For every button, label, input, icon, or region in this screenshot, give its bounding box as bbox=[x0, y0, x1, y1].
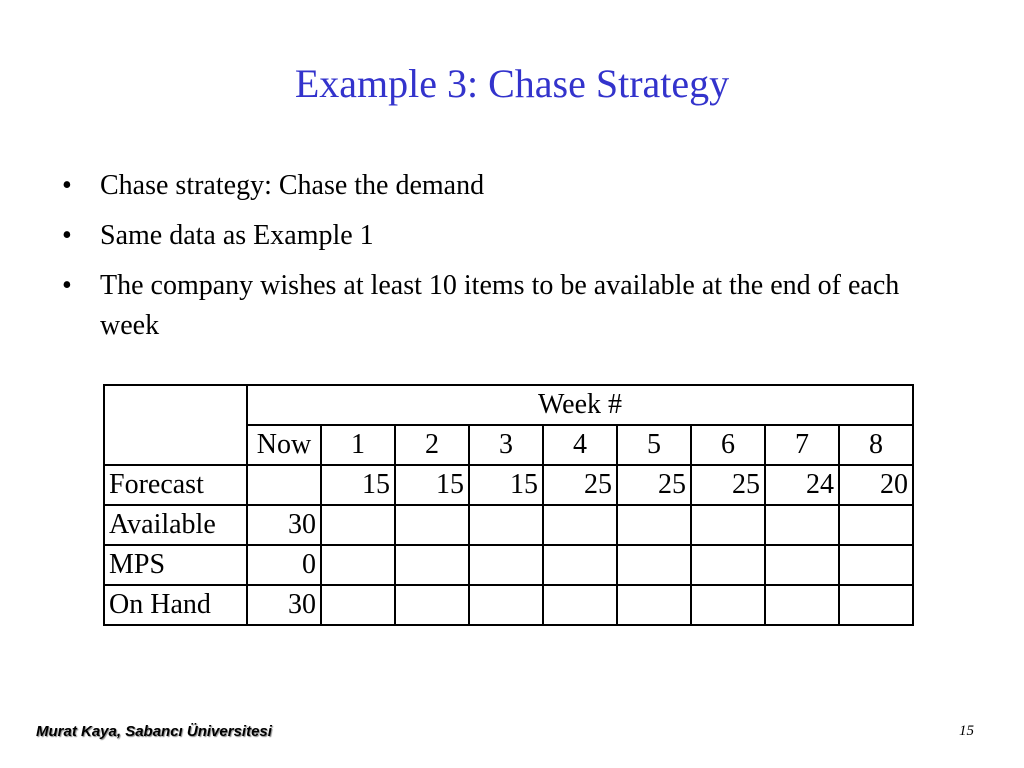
table-cell bbox=[469, 505, 543, 545]
column-header-now: Now bbox=[247, 425, 321, 465]
column-header-week: 5 bbox=[617, 425, 691, 465]
bullet-item bbox=[62, 216, 942, 256]
table-cell bbox=[469, 585, 543, 625]
table-cell bbox=[839, 585, 913, 625]
table-row bbox=[104, 505, 913, 545]
table-cell: 20 bbox=[839, 465, 913, 505]
slide-title: Example 3: Chase Strategy bbox=[294, 61, 730, 106]
table-cell: 0 bbox=[247, 545, 321, 585]
row-label-mps: MPS bbox=[104, 545, 247, 585]
column-header-week: 6 bbox=[691, 425, 765, 465]
table-cell: 25 bbox=[617, 465, 691, 505]
column-header-week: 8 bbox=[839, 425, 913, 465]
table-cell bbox=[395, 585, 469, 625]
table-cell bbox=[765, 505, 839, 545]
table-row bbox=[104, 585, 913, 625]
mps-table bbox=[103, 384, 914, 626]
table-cell bbox=[321, 505, 395, 545]
bullet-item bbox=[62, 266, 942, 346]
bullet-marker: • bbox=[62, 170, 72, 201]
column-header-week: 7 bbox=[765, 425, 839, 465]
bullet-marker: • bbox=[62, 220, 72, 251]
table-cell bbox=[765, 545, 839, 585]
table-cell bbox=[839, 505, 913, 545]
table-cell: 30 bbox=[247, 585, 321, 625]
table-cell bbox=[395, 545, 469, 585]
table-cell bbox=[691, 585, 765, 625]
table-cell bbox=[765, 585, 839, 625]
table-cell bbox=[691, 545, 765, 585]
table-cell bbox=[543, 585, 617, 625]
table-cell bbox=[617, 585, 691, 625]
bullet-marker: • bbox=[62, 270, 72, 301]
page-number: 15 bbox=[959, 723, 974, 739]
footer-author: Murat Kaya, Sabancı Üniversitesi bbox=[36, 723, 272, 740]
column-header-week: 3 bbox=[469, 425, 543, 465]
table-header-row bbox=[104, 385, 913, 425]
table-cell bbox=[543, 545, 617, 585]
table-cell bbox=[321, 545, 395, 585]
bullet-text: The company wishes at least 10 items to be available at the end of each week bbox=[100, 270, 900, 341]
column-header-week: 4 bbox=[543, 425, 617, 465]
table-cell: 15 bbox=[395, 465, 469, 505]
row-label-available: Available bbox=[104, 505, 247, 545]
table-cell: 24 bbox=[765, 465, 839, 505]
bullet-item bbox=[62, 166, 942, 206]
bullet-text: Same data as Example 1 bbox=[100, 220, 374, 251]
table-row bbox=[104, 545, 913, 585]
table-cell bbox=[247, 465, 321, 505]
table-cell bbox=[321, 585, 395, 625]
table-cell bbox=[839, 545, 913, 585]
table-cell: 30 bbox=[247, 505, 321, 545]
bullet-list bbox=[62, 166, 942, 356]
table-cell bbox=[395, 505, 469, 545]
table-cell bbox=[691, 505, 765, 545]
week-header: Week # bbox=[247, 385, 913, 425]
bullet-text: Chase strategy: Chase the demand bbox=[100, 170, 485, 201]
table-cell bbox=[617, 505, 691, 545]
table-cell: 25 bbox=[543, 465, 617, 505]
table-row bbox=[104, 465, 913, 505]
table-cell: 15 bbox=[469, 465, 543, 505]
row-label-on-hand: On Hand bbox=[104, 585, 247, 625]
table-cell bbox=[469, 545, 543, 585]
corner-cell bbox=[104, 385, 247, 465]
column-header-week: 1 bbox=[321, 425, 395, 465]
column-header-week: 2 bbox=[395, 425, 469, 465]
table-cell: 25 bbox=[691, 465, 765, 505]
table-cell: 15 bbox=[321, 465, 395, 505]
table-cell bbox=[543, 505, 617, 545]
row-label-forecast: Forecast bbox=[104, 465, 247, 505]
table-cell bbox=[617, 545, 691, 585]
